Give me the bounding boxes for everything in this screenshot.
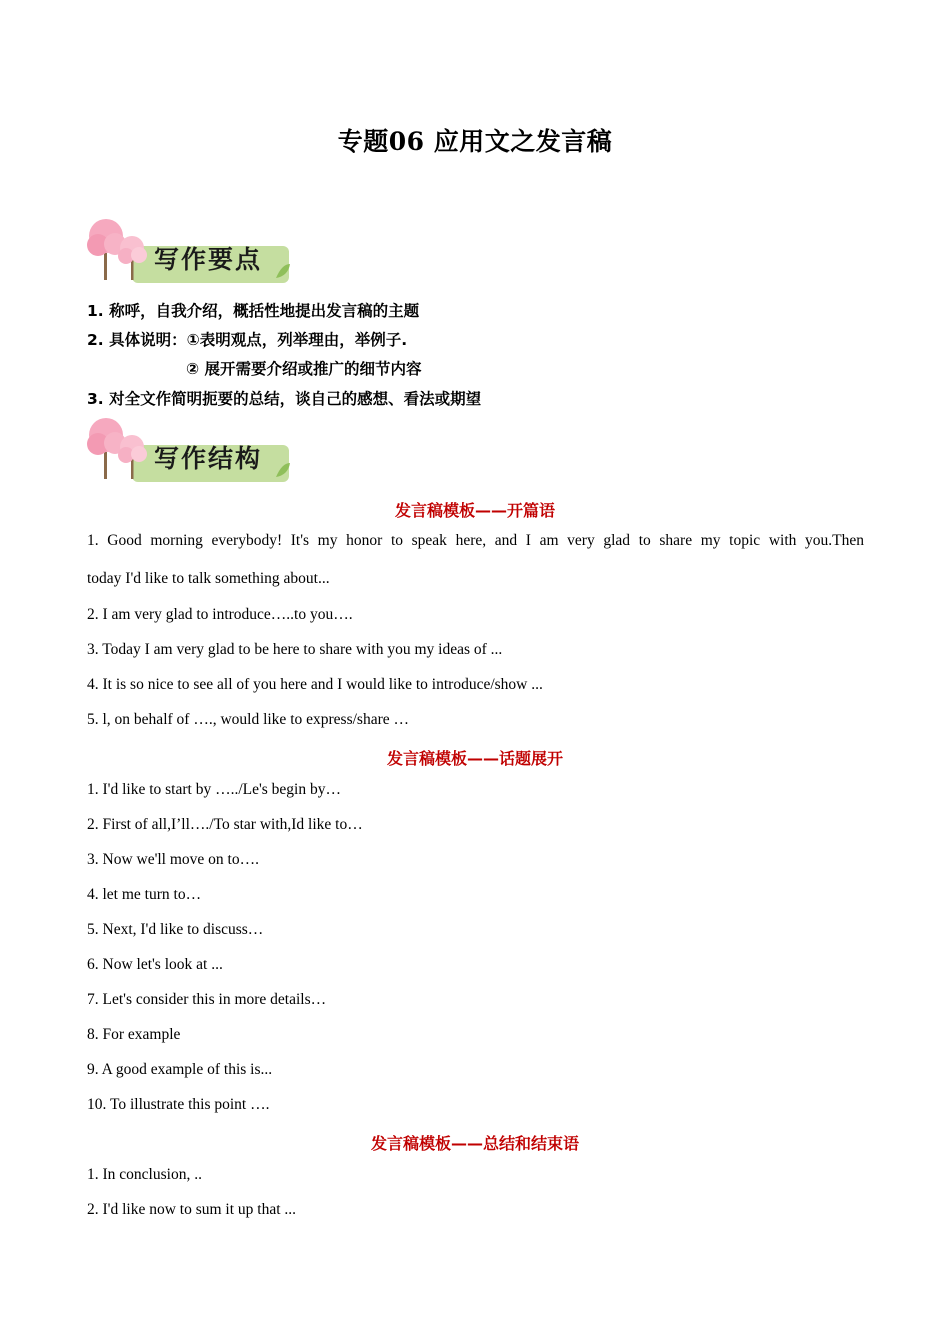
point-1: 1. 称呼，自我介绍，概括性地提出发言稿的主题 bbox=[87, 302, 420, 320]
opening-line-1-cont: today I'd like to talk something about... bbox=[87, 570, 330, 587]
body-line-9: 9. A good example of this is... bbox=[87, 1061, 273, 1078]
opening-line-5: 5. l, on behalf of …., would like to express/share … bbox=[87, 711, 409, 728]
section-banner-points bbox=[84, 212, 294, 284]
section-heading-closing: 发言稿模板——总结和结束语 bbox=[370, 1134, 579, 1153]
section-heading-body: 发言稿模板——话题展开 bbox=[386, 749, 563, 768]
section-heading-opening: 发言稿模板——开篇语 bbox=[394, 501, 555, 520]
banner-label-structure: 写作结构 bbox=[154, 444, 263, 473]
body-line-2: 2. First of all,I’ll…./To star with,Id like to… bbox=[87, 816, 363, 833]
page-title: 专题06 应用文之发言稿 bbox=[337, 127, 613, 156]
opening-line-3: 3. Today I am very glad to be here to share with you my ideas of ... bbox=[87, 641, 503, 658]
point-2-sub: ② 展开需要介绍或推广的细节内容 bbox=[186, 360, 422, 378]
closing-line-1: 1. In conclusion, .. bbox=[87, 1166, 202, 1183]
body-line-7: 7. Let's consider this in more details… bbox=[87, 991, 327, 1008]
banner-label-points: 写作要点 bbox=[154, 245, 263, 274]
body-line-4: 4. let me turn to… bbox=[87, 886, 202, 903]
opening-line-2: 2. I am very glad to introduce…..to you…. bbox=[87, 606, 353, 623]
point-2: 2. 具体说明：①表明观点，列举理由，举例子. bbox=[87, 331, 408, 349]
body-line-8: 8. For example bbox=[87, 1026, 181, 1043]
opening-line-1: 1. Good morning everybody! It's my honor to speak here, and I am very glad to share my topic with you.Then bbox=[87, 532, 864, 549]
body-line-3: 3. Now we'll move on to…. bbox=[87, 851, 259, 868]
body-line-5: 5. Next, I'd like to discuss… bbox=[87, 921, 264, 938]
opening-line-4: 4. It is so nice to see all of you here and I would like to introduce/show ... bbox=[87, 676, 543, 693]
section-banner-structure bbox=[84, 411, 294, 483]
body-line-1: 1. I'd like to start by …../Le's begin by… bbox=[87, 781, 341, 798]
point-3: 3. 对全文作简明扼要的总结，谈自己的感想、看法或期望 bbox=[87, 390, 482, 408]
body-line-6: 6. Now let's look at ... bbox=[87, 956, 223, 973]
closing-line-2: 2. I'd like now to sum it up that ... bbox=[87, 1201, 297, 1218]
body-line-10: 10. To illustrate this point …. bbox=[87, 1096, 270, 1113]
